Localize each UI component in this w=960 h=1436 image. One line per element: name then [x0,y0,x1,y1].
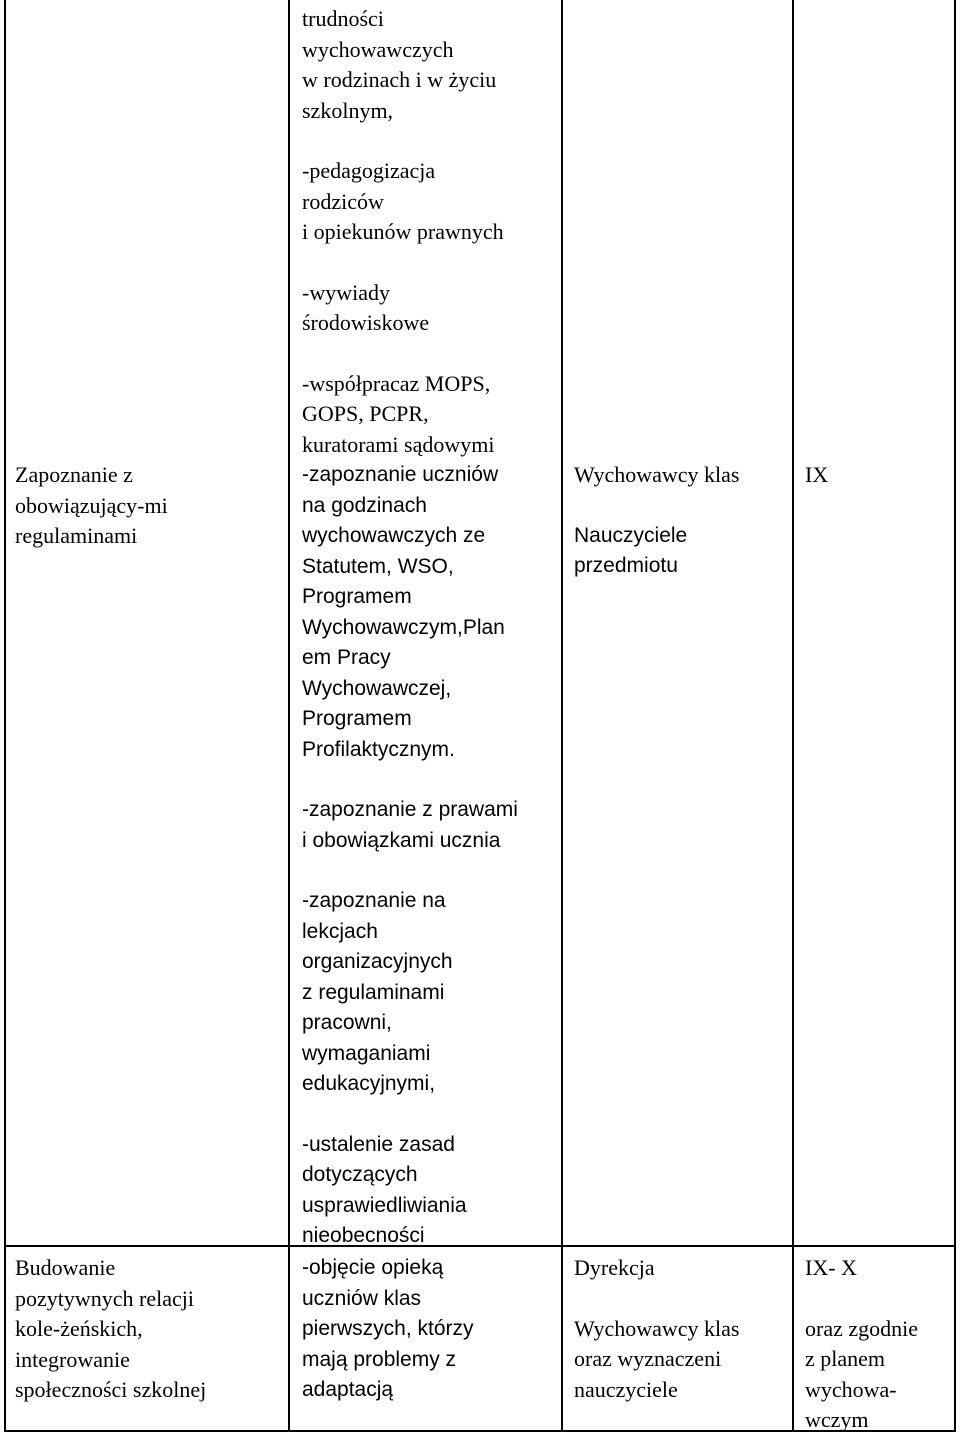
forms-block-interviews [302,278,518,339]
forms-block-regulations [302,886,518,1100]
forms-line: mają problemy z [302,1347,457,1371]
forms-line: -zapoznanie na [302,889,446,912]
deadline-line: wczym [805,1407,869,1432]
forms-line: -wywiady [302,279,390,305]
row-2-aim-line: integrowanie [15,1346,130,1372]
forms-block-rights [302,795,518,856]
forms-line: -pedagogizacja [302,158,436,183]
row-1-aim-line: obowiązujący-mi [15,492,168,518]
row-1-responsible-cell [574,460,739,582]
forms-line: i opiekunów prawnych [302,219,504,244]
forms-line: Wychowawczym,Plan [302,615,505,639]
forms-line: -ustalenie zasad [302,1132,455,1156]
forms-line: wychowawczych [302,36,454,62]
row-2-forms-cell [302,1253,474,1406]
responsible-line: nauczyciele [574,1376,678,1402]
forms-line: Wychowawczej, [302,676,452,700]
responsible-line: Wychowawcy klas [574,1315,740,1341]
row-2-responsible-cell [574,1253,739,1405]
forms-line: nieobecności [302,1224,425,1247]
responsible-line: przedmiotu [574,554,678,577]
forms-line: edukacyjnymi, [302,1072,436,1095]
forms-block-absences [302,1130,518,1252]
forms-line: wychowawczych ze [302,524,486,547]
forms-line: Profilaktycznym. [302,737,455,761]
column-divider-3 [792,0,794,1432]
row-1-aim-line: Zapoznanie z [15,462,133,487]
forms-line: kuratorami sądowymi [302,431,495,457]
forms-line: trudności [302,6,384,31]
forms-line: Statutem, WSO, [302,554,454,578]
forms-line: uczniów klas [302,1286,422,1310]
forms-line: GOPS, PCPR, [302,401,429,426]
forms-line: -objęcie opieką [302,1256,444,1279]
forms-line: i obowiązkami ucznia [302,828,501,852]
row-1-forms-cell [302,4,518,1252]
forms-line: szkolnym, [302,97,394,123]
forms-line: usprawiedliwiania [302,1193,467,1217]
deadline-line: IX [805,462,829,487]
row-1-deadline-cell [805,460,828,491]
deadline-line: oraz zgodnie [805,1315,918,1341]
forms-line: dotyczących [302,1163,418,1186]
forms-line: adaptacją [302,1378,394,1401]
responsible-line: Dyrekcja [574,1255,655,1280]
deadline-line: wychowa- [805,1376,897,1402]
forms-line: Programem [302,585,412,608]
forms-block-difficulties [302,4,518,126]
responsible-line: oraz wyznaczeni [574,1346,722,1371]
deadline-line: z planem [805,1346,886,1371]
forms-line: organizacyjnych [302,950,453,973]
forms-line: środowiskowe [302,310,430,335]
forms-line: em Pracy [302,646,391,669]
forms-line: pierwszych, którzy [302,1317,474,1340]
row-2-aim-line: kole-żeńskich, [15,1316,143,1341]
row-2-aim-line: społeczności szkolnej [15,1377,207,1402]
row-2-aim-cell [15,1253,206,1406]
forms-line: -zapoznanie uczniów [302,463,499,486]
forms-block-statute [302,460,518,765]
forms-line: -współpracaz MOPS, [302,370,491,396]
responsible-line: Wychowawcy klas [574,462,740,487]
forms-line: wymaganiami [302,1041,431,1065]
column-divider-1 [288,0,290,1432]
row-1-aim-line: regulaminami [15,523,138,548]
forms-line: -zapoznanie z prawami [302,798,518,821]
forms-line: pracowni, [302,1011,392,1034]
table-border-left [4,0,6,1432]
forms-line: w rodzinach i w życiu [302,67,497,92]
forms-line: z regulaminami [302,980,445,1004]
row-1-aim-cell [15,460,168,552]
column-divider-2 [561,0,563,1432]
forms-line: rodziców [302,188,384,214]
table-border-right [954,0,956,1432]
forms-line: na godzinach [302,493,427,517]
row-2-aim-line: Budowanie [15,1255,116,1280]
row-2-deadline-cell [805,1253,918,1436]
forms-block-cooperation [302,369,518,461]
forms-line: Programem [302,707,412,730]
row-2-aim-line: pozytywnych relacji [15,1285,194,1311]
forms-block-pedagogy [302,156,518,248]
forms-line: lekcjach [302,919,378,943]
deadline-line: IX- X [805,1255,857,1280]
responsible-line: Nauczyciele [574,523,688,547]
